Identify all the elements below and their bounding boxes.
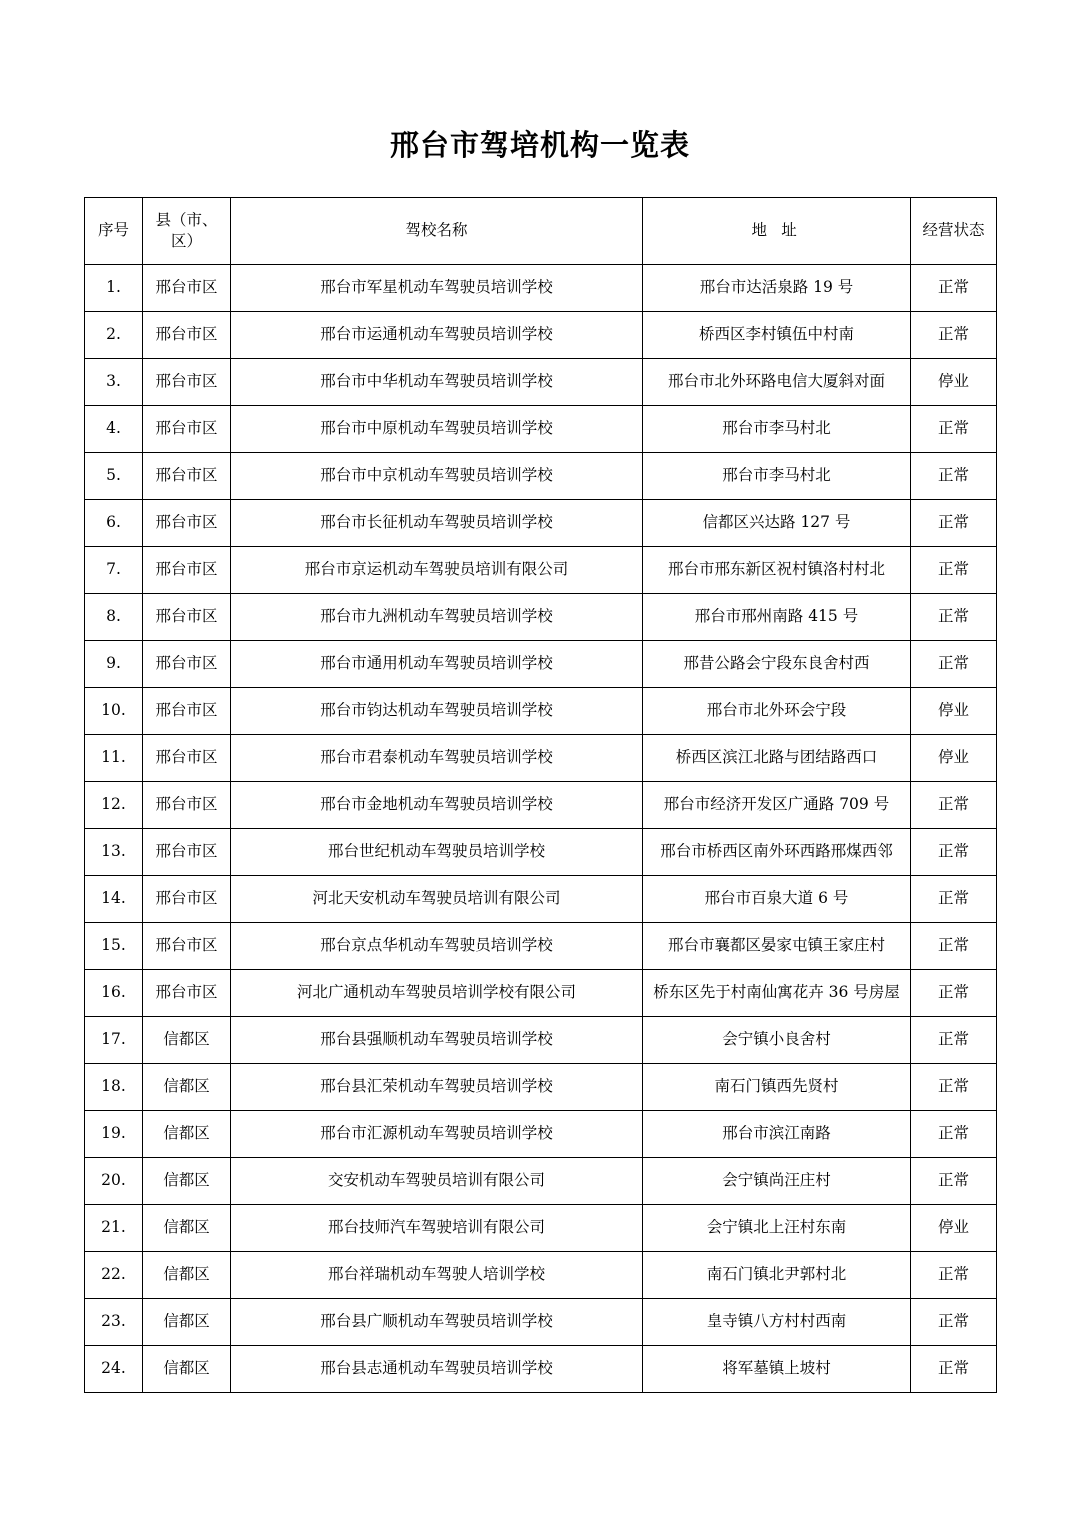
cell-school: 邢台市钧达机动车驾驶员培训学校: [231, 687, 643, 734]
cell-address: 会宁镇北上汪村东南: [643, 1204, 911, 1251]
cell-status: 正常: [911, 1063, 997, 1110]
cell-address: 邢台市襄都区晏家屯镇王家庄村: [643, 922, 911, 969]
cell-index: 13.: [85, 828, 143, 875]
table-row: [85, 264, 997, 311]
cell-status: 正常: [911, 922, 997, 969]
cell-status: 正常: [911, 1110, 997, 1157]
cell-school: 邢台市京运机动车驾驶员培训有限公司: [231, 546, 643, 593]
cell-status: 正常: [911, 781, 997, 828]
cell-index: 15.: [85, 922, 143, 969]
cell-index: 11.: [85, 734, 143, 781]
table-row: [85, 828, 997, 875]
cell-status: 停业: [911, 687, 997, 734]
table-row: [85, 405, 997, 452]
cell-index: 6.: [85, 499, 143, 546]
cell-address: 皇寺镇八方村村西南: [643, 1298, 911, 1345]
cell-county: 信都区: [143, 1204, 231, 1251]
table-row: [85, 640, 997, 687]
table-row: [85, 452, 997, 499]
cell-school: 邢台市中京机动车驾驶员培训学校: [231, 452, 643, 499]
cell-county: 邢台市区: [143, 405, 231, 452]
cell-address: 将军墓镇上坡村: [643, 1345, 911, 1392]
cell-address: 邢台市北外环路电信大厦斜对面: [643, 358, 911, 405]
cell-school: 邢台市通用机动车驾驶员培训学校: [231, 640, 643, 687]
column-header-address: 地 址: [643, 197, 911, 264]
table-row: [85, 593, 997, 640]
cell-school: 邢台市运通机动车驾驶员培训学校: [231, 311, 643, 358]
cell-address: 会宁镇小良舍村: [643, 1016, 911, 1063]
table-row: [85, 499, 997, 546]
column-header-index: 序号: [85, 197, 143, 264]
cell-school: 邢台县强顺机动车驾驶员培训学校: [231, 1016, 643, 1063]
table-row: [85, 311, 997, 358]
cell-address: 邢台市邢州南路 415 号: [643, 593, 911, 640]
cell-school: 邢台市九洲机动车驾驶员培训学校: [231, 593, 643, 640]
cell-status: 正常: [911, 1345, 997, 1392]
cell-school: 邢台世纪机动车驾驶员培训学校: [231, 828, 643, 875]
cell-index: 22.: [85, 1251, 143, 1298]
cell-address: 信都区兴达路 127 号: [643, 499, 911, 546]
table-row: [85, 1345, 997, 1392]
cell-county: 信都区: [143, 1063, 231, 1110]
cell-school: 邢台祥瑞机动车驾驶人培训学校: [231, 1251, 643, 1298]
cell-address: 邢台市邢东新区祝村镇洛村村北: [643, 546, 911, 593]
cell-index: 8.: [85, 593, 143, 640]
cell-index: 9.: [85, 640, 143, 687]
cell-county: 邢台市区: [143, 311, 231, 358]
table-row: [85, 1063, 997, 1110]
cell-county: 信都区: [143, 1016, 231, 1063]
cell-address: 邢台市桥西区南外环西路邢煤西邻: [643, 828, 911, 875]
cell-index: 18.: [85, 1063, 143, 1110]
cell-address: 邢台市达活泉路 19 号: [643, 264, 911, 311]
table-row: [85, 734, 997, 781]
cell-school: 邢台市中原机动车驾驶员培训学校: [231, 405, 643, 452]
cell-school: 河北天安机动车驾驶员培训有限公司: [231, 875, 643, 922]
cell-county: 信都区: [143, 1251, 231, 1298]
table-row: [85, 1204, 997, 1251]
cell-address: 邢台市李马村北: [643, 452, 911, 499]
cell-address: 南石门镇西先贤村: [643, 1063, 911, 1110]
table-header-row: [85, 197, 997, 264]
table-header: [85, 197, 997, 264]
cell-county: 信都区: [143, 1298, 231, 1345]
cell-status: 正常: [911, 593, 997, 640]
cell-index: 14.: [85, 875, 143, 922]
cell-index: 2.: [85, 311, 143, 358]
table-row: [85, 1251, 997, 1298]
cell-county: 邢台市区: [143, 922, 231, 969]
cell-county: 邢台市区: [143, 499, 231, 546]
table-row: [85, 546, 997, 593]
cell-index: 24.: [85, 1345, 143, 1392]
cell-school: 邢台市金地机动车驾驶员培训学校: [231, 781, 643, 828]
cell-county: 信都区: [143, 1345, 231, 1392]
cell-school: 河北广通机动车驾驶员培训学校有限公司: [231, 969, 643, 1016]
cell-status: 正常: [911, 1016, 997, 1063]
table-row: [85, 1110, 997, 1157]
cell-status: 正常: [911, 1298, 997, 1345]
cell-school: 邢台技师汽车驾驶培训有限公司: [231, 1204, 643, 1251]
cell-school: 邢台市汇源机动车驾驶员培训学校: [231, 1110, 643, 1157]
cell-status: 正常: [911, 1251, 997, 1298]
cell-address: 邢台市经济开发区广通路 709 号: [643, 781, 911, 828]
cell-school: 邢台京点华机动车驾驶员培训学校: [231, 922, 643, 969]
cell-county: 邢台市区: [143, 593, 231, 640]
cell-address: 邢台市滨江南路: [643, 1110, 911, 1157]
column-header-county-line2: 区）: [170, 231, 202, 250]
cell-status: 正常: [911, 546, 997, 593]
cell-status: 正常: [911, 311, 997, 358]
cell-status: 停业: [911, 1204, 997, 1251]
cell-index: 1.: [85, 264, 143, 311]
cell-status: 正常: [911, 875, 997, 922]
cell-status: 正常: [911, 1157, 997, 1204]
cell-address: 桥西区李村镇伍中村南: [643, 311, 911, 358]
cell-school: 邢台市长征机动车驾驶员培训学校: [231, 499, 643, 546]
cell-school: 邢台县广顺机动车驾驶员培训学校: [231, 1298, 643, 1345]
cell-county: 邢台市区: [143, 875, 231, 922]
table-container: [84, 163, 996, 1393]
table-row: [85, 922, 997, 969]
cell-index: 4.: [85, 405, 143, 452]
cell-status: 正常: [911, 969, 997, 1016]
cell-index: 20.: [85, 1157, 143, 1204]
cell-county: 信都区: [143, 1157, 231, 1204]
cell-county: 邢台市区: [143, 969, 231, 1016]
cell-index: 19.: [85, 1110, 143, 1157]
column-header-school: 驾校名称: [231, 197, 643, 264]
table-row: [85, 1157, 997, 1204]
cell-index: 10.: [85, 687, 143, 734]
table-row: [85, 1298, 997, 1345]
table-row: [85, 875, 997, 922]
cell-status: 停业: [911, 358, 997, 405]
cell-address: 桥西区滨江北路与团结路西口: [643, 734, 911, 781]
cell-address: 桥东区先于村南仙寓花卉 36 号房屋: [643, 969, 911, 1016]
table-row: [85, 781, 997, 828]
cell-school: 邢台县汇荣机动车驾驶员培训学校: [231, 1063, 643, 1110]
cell-status: 正常: [911, 828, 997, 875]
cell-county: 邢台市区: [143, 358, 231, 405]
cell-county: 邢台市区: [143, 640, 231, 687]
cell-address: 邢台市李马村北: [643, 405, 911, 452]
cell-status: 正常: [911, 264, 997, 311]
cell-status: 停业: [911, 734, 997, 781]
table-row: [85, 358, 997, 405]
cell-school: 邢台市君泰机动车驾驶员培训学校: [231, 734, 643, 781]
cell-address: 邢台市北外环会宁段: [643, 687, 911, 734]
cell-school: 邢台市中华机动车驾驶员培训学校: [231, 358, 643, 405]
table-body: [85, 264, 997, 1392]
cell-status: 正常: [911, 405, 997, 452]
cell-index: 21.: [85, 1204, 143, 1251]
cell-county: 邢台市区: [143, 687, 231, 734]
column-header-county: [143, 197, 231, 264]
driving-school-table: [84, 197, 997, 1393]
cell-index: 5.: [85, 452, 143, 499]
column-header-status: 经营状态: [911, 197, 997, 264]
cell-address: 邢昔公路会宁段东良舍村西: [643, 640, 911, 687]
cell-county: 邢台市区: [143, 546, 231, 593]
cell-school: 邢台市军星机动车驾驶员培训学校: [231, 264, 643, 311]
column-header-county-line1: 县（市、: [155, 210, 218, 229]
cell-index: 23.: [85, 1298, 143, 1345]
cell-school: 邢台县志通机动车驾驶员培训学校: [231, 1345, 643, 1392]
cell-county: 邢台市区: [143, 264, 231, 311]
cell-status: 正常: [911, 640, 997, 687]
cell-address: 邢台市百泉大道 6 号: [643, 875, 911, 922]
page-title: 邢台市驾培机构一览表: [389, 128, 690, 162]
cell-address: 会宁镇尚汪庄村: [643, 1157, 911, 1204]
cell-county: 邢台市区: [143, 734, 231, 781]
cell-status: 正常: [911, 499, 997, 546]
table-row: [85, 687, 997, 734]
cell-county: 邢台市区: [143, 781, 231, 828]
cell-county: 邢台市区: [143, 452, 231, 499]
cell-school: 交安机动车驾驶员培训有限公司: [231, 1157, 643, 1204]
cell-status: 正常: [911, 452, 997, 499]
cell-index: 3.: [85, 358, 143, 405]
table-row: [85, 1016, 997, 1063]
cell-county: 邢台市区: [143, 828, 231, 875]
cell-address: 南石门镇北尹郭村北: [643, 1251, 911, 1298]
cell-index: 17.: [85, 1016, 143, 1063]
cell-county: 信都区: [143, 1110, 231, 1157]
table-row: [85, 969, 997, 1016]
cell-index: 12.: [85, 781, 143, 828]
cell-index: 7.: [85, 546, 143, 593]
cell-index: 16.: [85, 969, 143, 1016]
